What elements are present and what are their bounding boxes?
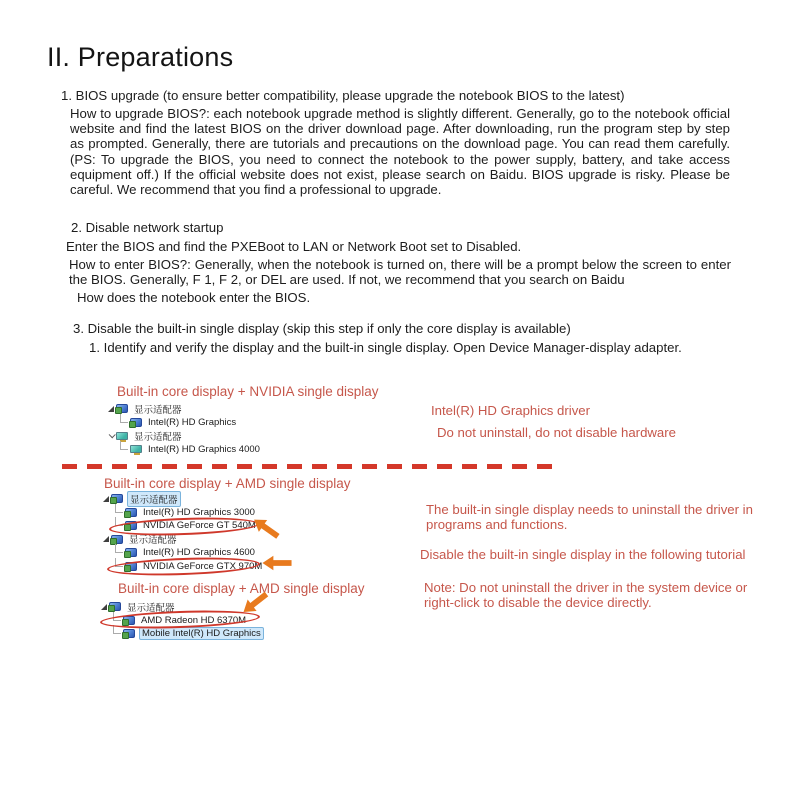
chevron-down-icon bbox=[106, 433, 116, 438]
tree-node-label: 显示适配器 bbox=[134, 404, 182, 416]
tree-row bbox=[99, 614, 264, 628]
note-uninstall-driver: The built-in single display needs to uninstall the driver in programs and functions. bbox=[426, 502, 753, 532]
page-title: II. Preparations bbox=[47, 42, 234, 72]
tree-row bbox=[99, 627, 264, 641]
step-1-body: How to upgrade BIOS?: each notebook upgrade method is slightly different. Generally, go to the notebook official website and find the latest BIOS on the driver download page. After downloading, run the program step by step as prompted. Generally, there are tutorials and precautions on the download page. You can read them carefully. (PS: To upgrade the BIOS, you need to connect the notebook to the power supply, battery, and take access equipment off.) If the official website does not exist, please search on Baidu. BIOS upgrade is risky. Please be careful. We recommend that you find a professional to upgrade. bbox=[70, 106, 730, 198]
tree-node-label: 显示适配器 bbox=[134, 431, 182, 443]
tree-row bbox=[106, 429, 262, 443]
tree-row bbox=[101, 519, 264, 533]
display-adapter-icon bbox=[116, 404, 128, 413]
tree-node-label: AMD Radeon HD 6370M bbox=[141, 614, 247, 626]
note-do-not-uninstall: Do not uninstall, do not disable hardware bbox=[437, 425, 676, 440]
figure-heading-nvidia: Built-in core display + NVIDIA single display bbox=[117, 384, 379, 399]
red-dashed-divider bbox=[62, 464, 559, 469]
display-adapter-icon bbox=[125, 562, 137, 571]
step-2-heading: 2. Disable network startup bbox=[71, 220, 224, 235]
tree-node-label: Intel(R) HD Graphics 4600 bbox=[143, 547, 255, 559]
tree-row bbox=[101, 492, 264, 506]
tree-row bbox=[101, 546, 264, 560]
display-adapter-icon bbox=[125, 508, 137, 517]
tree-node-label: Intel(R) HD Graphics 4000 bbox=[148, 443, 260, 455]
tree-node-label: NVIDIA GeForce GT 540M bbox=[143, 520, 256, 532]
tree-row bbox=[101, 506, 264, 520]
note-disable-tutorial: Disable the built-in single display in the following tutorial bbox=[420, 547, 746, 562]
monitor-icon bbox=[116, 432, 128, 440]
tree-node-label: Intel(R) HD Graphics bbox=[148, 416, 237, 428]
display-adapter-icon bbox=[111, 535, 123, 544]
tree-row bbox=[101, 560, 264, 574]
device-tree-amd-1 bbox=[101, 492, 264, 573]
tree-row bbox=[106, 416, 262, 430]
monitor-icon bbox=[130, 445, 142, 453]
display-adapter-icon bbox=[125, 521, 137, 530]
tree-row bbox=[106, 402, 262, 416]
tree-node-label: 显示适配器 bbox=[127, 602, 175, 614]
display-adapter-icon bbox=[123, 616, 135, 625]
step-3-sub-item: 1. Identify and verify the display and the built-in single display. Open Device Manager-display adapter. bbox=[89, 340, 682, 355]
tree-row bbox=[106, 443, 262, 457]
figure-heading-amd-2: Built-in core display + AMD single display bbox=[118, 581, 365, 596]
note-do-not-uninstall-system: Note: Do not uninstall the driver in the system device or right-click to disable the device directly. bbox=[424, 580, 748, 610]
step-2-line-bios: Enter the BIOS and find the PXEBoot to LAN or Network Boot set to Disabled. bbox=[66, 239, 522, 254]
tree-node-label: 显示适配器 bbox=[127, 491, 181, 507]
tree-node-label: Mobile Intel(R) HD Graphics bbox=[139, 627, 264, 640]
note-intel-driver: Intel(R) HD Graphics driver bbox=[431, 403, 591, 418]
tree-node-label: Intel(R) HD Graphics 3000 bbox=[143, 506, 255, 518]
step-1-heading: 1. BIOS upgrade (to ensure better compatibility, please upgrade the notebook BIOS to the latest) bbox=[61, 88, 625, 103]
tree-row bbox=[101, 533, 264, 547]
orange-arrow-gtx970m-icon bbox=[262, 555, 292, 571]
device-tree-nvidia bbox=[106, 402, 262, 456]
display-adapter-icon bbox=[123, 629, 135, 638]
tree-node-label: NVIDIA GeForce GTX 970M bbox=[143, 560, 263, 572]
step-2-body: How to enter BIOS?: Generally, when the notebook is turned on, there will be a prompt below the screen to enter the BIOS. Generally, F 1, F 2, or DEL are used. If not, we recommend that you search on Baidu bbox=[69, 257, 731, 288]
tree-node-label: 显示适配器 bbox=[129, 535, 177, 547]
display-adapter-icon bbox=[125, 548, 137, 557]
figure-heading-amd-1: Built-in core display + AMD single display bbox=[104, 476, 351, 491]
display-adapter-icon bbox=[111, 494, 123, 503]
display-adapter-icon bbox=[109, 602, 121, 611]
step-3-heading: 3. Disable the built-in single display (skip this step if only the core display is available) bbox=[73, 321, 571, 336]
step-2-line-how: How does the notebook enter the BIOS. bbox=[77, 290, 311, 305]
display-adapter-icon bbox=[130, 418, 142, 427]
